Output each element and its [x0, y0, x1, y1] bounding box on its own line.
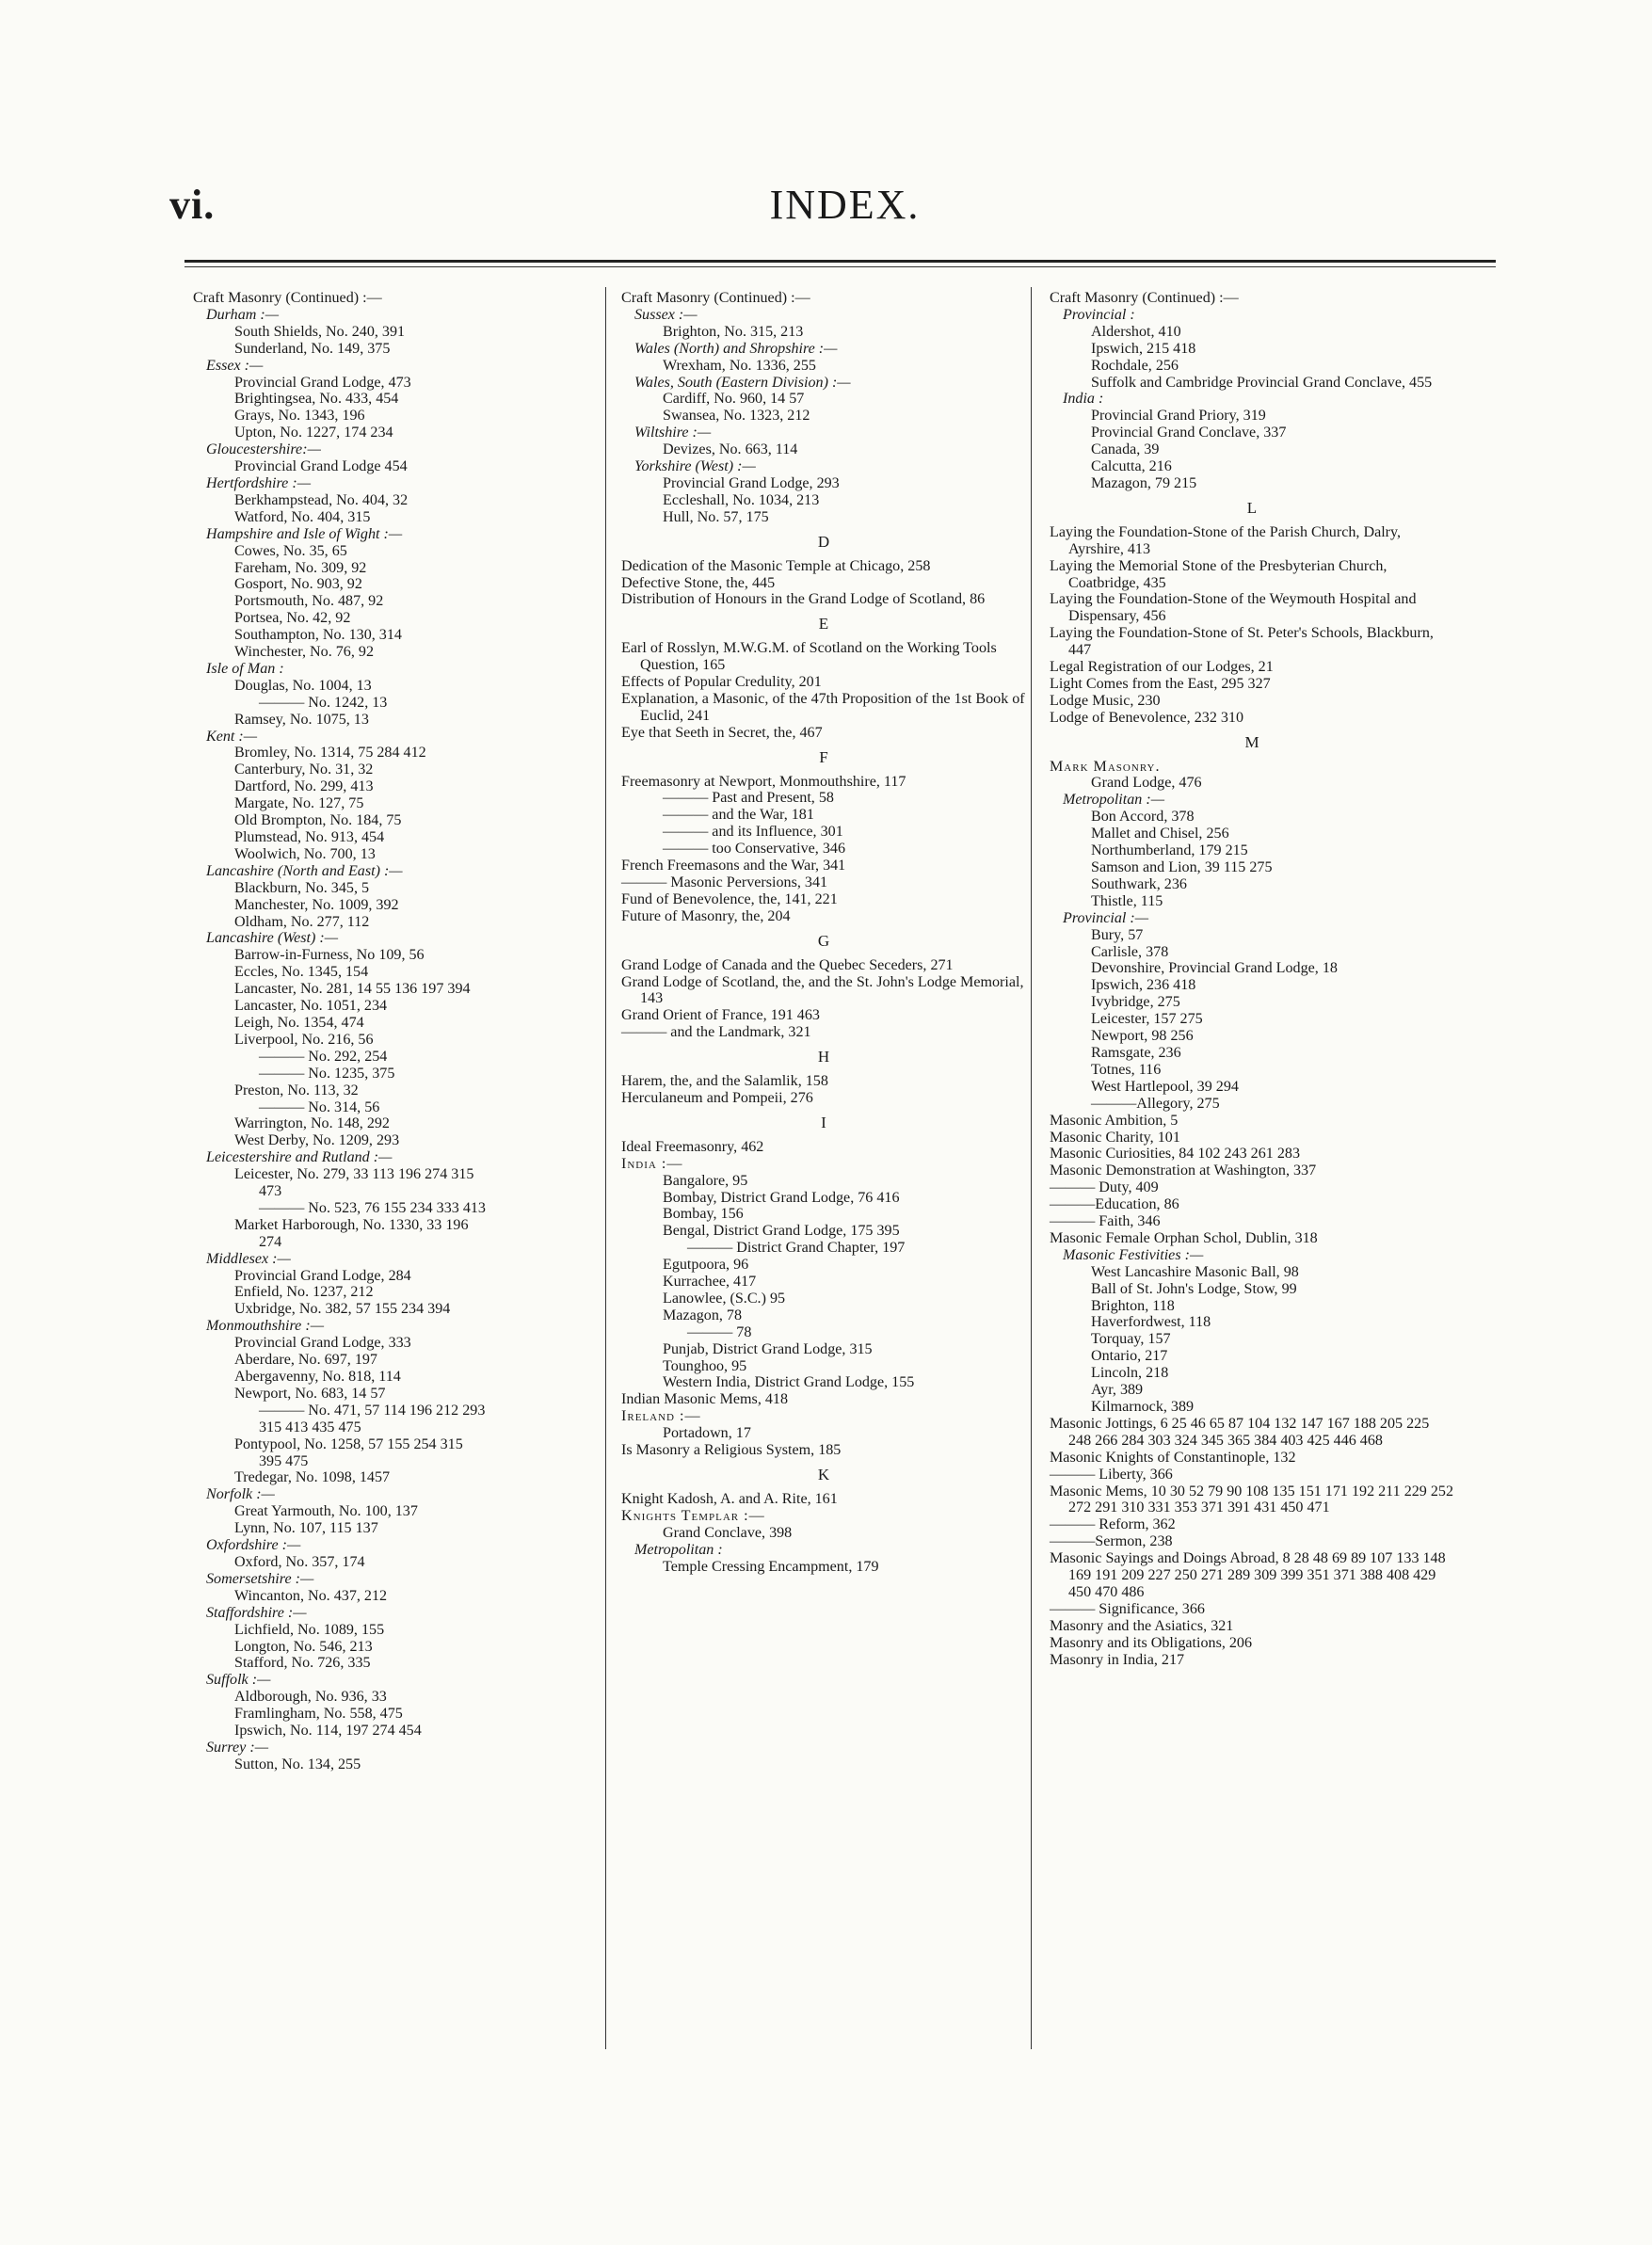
index-entry: French Freemasons and the War, 341 — [621, 858, 846, 874]
index-entry: Leigh, No. 1354, 474 — [234, 1014, 364, 1031]
index-entry: Masonic Jottings, 6 25 46 65 87 104 132 147 167 188 205 225 248 266 284 303 324 345 365 384 403 425 446 468 — [1050, 1415, 1430, 1449]
index-entry: Punjab, District Grand Lodge, 315 — [663, 1340, 873, 1357]
index-entry: Middlesex :— — [206, 1250, 291, 1267]
index-entry: Wales (North) and Shropshire :— — [634, 340, 838, 357]
index-entry: Bromley, No. 1314, 75 284 412 — [234, 745, 426, 762]
index-entry: Sunderland, No. 149, 375 — [234, 340, 391, 357]
index-entry: ——— and the War, 181 — [663, 807, 814, 824]
index-entry: Masonic Demonstration at Washington, 337 — [1050, 1163, 1317, 1179]
index-entry: Barrow-in-Furness, No 109, 56 — [234, 947, 425, 964]
index-entry: Plumstead, No. 913, 454 — [234, 829, 385, 845]
index-entry: Aldershot, 410 — [1091, 323, 1181, 340]
index-entry: Ireland :— — [621, 1408, 701, 1425]
index-entry: Fareham, No. 309, 92 — [234, 559, 367, 576]
index-entry: Longton, No. 546, 213 — [234, 1638, 373, 1655]
index-entry: Yorkshire (West) :— — [634, 458, 756, 475]
index-entry: Temple Cressing Encampment, 179 — [663, 1558, 879, 1575]
index-entry: Distribution of Honours in the Grand Lodge of Scotland, 86 — [621, 591, 986, 608]
index-entry: Devizes, No. 663, 114 — [663, 441, 798, 458]
index-entry: Craft Masonry (Continued) :— — [1050, 290, 1239, 306]
index-entry: Surrey :— — [206, 1739, 269, 1756]
index-entry: ———Allegory, 275 — [1091, 1095, 1220, 1112]
index-entry: Ayr, 389 — [1091, 1382, 1144, 1399]
index-entry: Stafford, No. 726, 335 — [234, 1655, 371, 1672]
index-entry: ——— No. 314, 56 — [259, 1098, 380, 1115]
index-entry: Bury, 57 — [1091, 926, 1144, 943]
index-entry: Ipswich, 236 418 — [1091, 977, 1196, 994]
index-entry: Somersetshire :— — [206, 1570, 314, 1587]
index-entry: Craft Masonry (Continued) :— — [621, 290, 810, 306]
index-entry: Bangalore, 95 — [663, 1172, 748, 1189]
index-entry: Masonic Mems, 10 30 52 79 90 108 135 151 171 192 211 229 252 272 291 310 331 353 371 391 431 450 471 — [1050, 1483, 1454, 1516]
index-entry: Masonic Charity, 101 — [1050, 1129, 1180, 1146]
index-entry: ——— Significance, 366 — [1050, 1600, 1205, 1617]
section-letter: G — [817, 931, 830, 950]
header-rule-thick — [184, 260, 1496, 263]
index-entry: Hampshire and Isle of Wight :— — [206, 525, 403, 542]
index-entry: Provincial : — [1063, 306, 1135, 323]
index-entry: Western India, District Grand Lodge, 155 — [663, 1374, 915, 1391]
index-entry: Provincial Grand Conclave, 337 — [1091, 425, 1287, 441]
index-entry: Masonic Knights of Constantinople, 132 — [1050, 1449, 1296, 1466]
index-entry: Ontario, 217 — [1091, 1348, 1168, 1365]
index-entry: Laying the Foundation-Stone of the Parish Church, Dalry, Ayrshire, 413 — [1050, 523, 1402, 557]
index-entry: Grand Lodge of Scotland, the, and the St. John's Lodge Memorial, 143 — [621, 973, 1024, 1007]
index-entry: Gosport, No. 903, 92 — [234, 576, 362, 593]
index-entry: Southampton, No. 130, 314 — [234, 627, 402, 644]
index-entry: Craft Masonry (Continued) :— — [193, 290, 382, 306]
index-entry: Mazagon, 78 — [663, 1307, 743, 1323]
page-title: INDEX. — [769, 182, 921, 228]
index-entry: Masonic Female Orphan Schol, Dublin, 318 — [1050, 1229, 1318, 1246]
index-entry: ——— No. 292, 254 — [259, 1048, 388, 1065]
index-entry: Swansea, No. 1323, 212 — [663, 408, 810, 425]
index-entry: Lincoln, 218 — [1091, 1365, 1169, 1382]
index-entry: Suffolk and Cambridge Provincial Grand Conclave, 455 — [1091, 374, 1433, 391]
index-entry: Mallet and Chisel, 256 — [1091, 826, 1229, 842]
index-entry: Legal Registration of our Lodges, 21 — [1050, 659, 1274, 676]
index-entry: Leicester, 157 275 — [1091, 1011, 1203, 1028]
index-entry: Grand Lodge, 476 — [1091, 775, 1202, 792]
index-entry: Is Masonry a Religious System, 185 — [621, 1442, 842, 1459]
index-entry: Lancaster, No. 1051, 234 — [234, 998, 388, 1015]
index-entry: Bombay, 156 — [663, 1206, 744, 1223]
column-rule — [1031, 287, 1032, 2049]
index-entry: Aberdare, No. 697, 197 — [234, 1352, 377, 1369]
index-entry: ——— Reform, 362 — [1050, 1516, 1176, 1533]
index-entry: Great Yarmouth, No. 100, 137 — [234, 1503, 418, 1520]
index-entry: Lichfield, No. 1089, 155 — [234, 1621, 385, 1638]
index-entry: Old Brompton, No. 184, 75 — [234, 812, 402, 829]
section-letter: D — [817, 532, 830, 551]
index-entry: Portadown, 17 — [663, 1425, 751, 1442]
index-entry: Ipswich, 215 418 — [1091, 340, 1196, 357]
index-entry: Staffordshire :— — [206, 1604, 307, 1621]
index-entry: Preston, No. 113, 32 — [234, 1082, 359, 1098]
index-entry: Harem, the, and the Salamlik, 158 — [621, 1073, 828, 1090]
index-entry: Uxbridge, No. 382, 57 155 234 394 — [234, 1301, 451, 1318]
index-entry: Brightingsea, No. 433, 454 — [234, 391, 399, 408]
index-entry: Watford, No. 404, 315 — [234, 508, 371, 525]
index-entry: Dedication of the Masonic Temple at Chicago, 258 — [621, 557, 931, 574]
index-entry: Provincial Grand Lodge 454 — [234, 458, 408, 475]
index-entry: Herculaneum and Pompeii, 276 — [621, 1089, 813, 1106]
index-entry: Rochdale, 256 — [1091, 357, 1179, 374]
index-entry: ——— No. 1242, 13 — [259, 694, 388, 711]
index-entry: Oxford, No. 357, 174 — [234, 1553, 365, 1570]
index-entry: 395 475 — [259, 1452, 309, 1469]
index-entry: West Lancashire Masonic Ball, 98 — [1091, 1263, 1299, 1280]
index-entry: Oxfordshire :— — [206, 1537, 301, 1554]
index-entry: Dartford, No. 299, 413 — [234, 778, 374, 795]
index-entry: Devonshire, Provincial Grand Lodge, 18 — [1091, 960, 1338, 977]
index-entry: Pontypool, No. 1258, 57 155 254 315 — [234, 1435, 463, 1452]
index-entry: Hertfordshire :— — [206, 474, 312, 491]
index-entry: Bombay, District Grand Lodge, 76 416 — [663, 1189, 900, 1206]
index-entry: Margate, No. 127, 75 — [234, 795, 364, 812]
index-entry: ——— and the Landmark, 321 — [621, 1024, 811, 1041]
index-column-1 — [193, 290, 598, 1773]
index-entry: Cardiff, No. 960, 14 57 — [663, 391, 805, 408]
index-entry: Provincial Grand Lodge, 333 — [234, 1335, 411, 1352]
index-entry: Bengal, District Grand Lodge, 175 395 — [663, 1223, 900, 1240]
index-entry: Brighton, No. 315, 213 — [663, 323, 804, 340]
index-entry: Grays, No. 1343, 196 — [234, 408, 365, 425]
index-entry: Kent :— — [206, 728, 258, 745]
index-entry: Lodge of Benevolence, 232 310 — [1050, 709, 1244, 726]
index-entry: Sussex :— — [634, 306, 698, 323]
index-entry: Suffolk :— — [206, 1672, 271, 1689]
index-entry: Laying the Foundation-Stone of St. Peter's Schools, Blackburn, 447 — [1050, 625, 1434, 659]
index-entry: Masonic Ambition, 5 — [1050, 1112, 1179, 1129]
index-entry: Haverfordwest, 118 — [1091, 1314, 1211, 1331]
index-entry: ——— No. 471, 57 114 196 212 293 — [259, 1402, 486, 1419]
index-entry: Totnes, 116 — [1091, 1061, 1162, 1078]
index-entry: Lodge Music, 230 — [1050, 692, 1161, 709]
index-entry: Masonic Curiosities, 84 102 243 261 283 — [1050, 1146, 1300, 1163]
index-entry: Provincial Grand Lodge, 293 — [663, 474, 840, 491]
index-entry: Monmouthshire :— — [206, 1318, 325, 1335]
index-entry: 473 — [259, 1183, 282, 1200]
index-entry: Kurrachee, 417 — [663, 1274, 757, 1291]
index-entry: Metropolitan :— — [1063, 792, 1165, 809]
index-entry: Tounghoo, 95 — [663, 1357, 747, 1374]
index-entry: Future of Masonry, the, 204 — [621, 907, 791, 924]
index-entry: Oldham, No. 277, 112 — [234, 913, 370, 930]
index-entry: ——— Liberty, 366 — [1050, 1466, 1173, 1483]
index-column-2 — [621, 290, 1026, 1575]
index-entry: ——— Faith, 346 — [1050, 1213, 1161, 1230]
section-letter: L — [1246, 498, 1258, 517]
index-entry: Woolwich, No. 700, 13 — [234, 845, 376, 862]
index-entry: Light Comes from the East, 295 327 — [1050, 675, 1271, 692]
index-entry: ——— No. 523, 76 155 234 333 413 — [259, 1199, 486, 1216]
index-entry: West Hartlepool, 39 294 — [1091, 1078, 1239, 1095]
index-entry: Masonic Festivities :— — [1063, 1246, 1204, 1263]
index-entry: Enfield, No. 1237, 212 — [234, 1284, 374, 1301]
index-entry: Abergavenny, No. 818, 114 — [234, 1369, 401, 1385]
index-entry: Knight Kadosh, A. and A. Rite, 161 — [621, 1490, 838, 1507]
index-entry: ———Education, 86 — [1050, 1196, 1179, 1213]
index-entry: Earl of Rosslyn, M.W.G.M. of Scotland on the Working Tools Question, 165 — [621, 640, 997, 674]
index-entry: 274 — [259, 1233, 282, 1250]
index-entry: Provincial :— — [1063, 909, 1149, 926]
index-entry: ——— Duty, 409 — [1050, 1179, 1159, 1196]
index-entry: ——— Masonic Perversions, 341 — [621, 874, 828, 890]
index-entry: Masonic Sayings and Doings Abroad, 8 28 48 69 89 107 133 148 169 191 209 227 250 271 289 309 399 351 371 388 408 429 450 470 486 — [1050, 1550, 1446, 1600]
index-entry: Ball of St. John's Lodge, Stow, 99 — [1091, 1280, 1297, 1297]
index-entry: Lanowlee, (S.C.) 95 — [663, 1290, 786, 1307]
index-entry: Kilmarnock, 389 — [1091, 1399, 1195, 1415]
index-entry: Wales, South (Eastern Division) :— — [634, 374, 851, 391]
index-entry: Portsmouth, No. 487, 92 — [234, 593, 384, 610]
index-entry: Provincial Grand Lodge, 473 — [234, 374, 411, 391]
index-entry: Leicestershire and Rutland :— — [206, 1149, 393, 1166]
index-entry: ———Sermon, 238 — [1050, 1533, 1173, 1550]
index-entry: ——— and its Influence, 301 — [663, 824, 843, 841]
index-entry: South Shields, No. 240, 391 — [234, 323, 406, 340]
index-entry: Liverpool, No. 216, 56 — [234, 1031, 374, 1048]
index-entry: Upton, No. 1227, 174 234 — [234, 425, 393, 441]
index-entry: Essex :— — [206, 357, 264, 374]
index-entry: Samson and Lion, 39 115 275 — [1091, 859, 1273, 875]
index-entry: Egutpoora, 96 — [663, 1257, 749, 1274]
index-entry: Lynn, No. 107, 115 137 — [234, 1520, 378, 1537]
index-entry: Provincial Grand Priory, 319 — [1091, 408, 1266, 425]
index-entry: Brighton, 118 — [1091, 1297, 1175, 1314]
index-column-3 — [1050, 290, 1454, 1669]
index-entry: Cowes, No. 35, 65 — [234, 542, 347, 559]
index-entry: Grand Lodge of Canada and the Quebec Seceders, 271 — [621, 956, 954, 973]
index-entry: Douglas, No. 1004, 13 — [234, 677, 372, 694]
index-entry: Market Harborough, No. 1330, 33 196 — [234, 1216, 469, 1233]
index-entry: Leicester, No. 279, 33 113 196 274 315 — [234, 1166, 474, 1183]
index-entry: Eye that Seeth in Secret, the, 467 — [621, 724, 823, 741]
section-letter: I — [821, 1113, 826, 1131]
index-entry: Masonry in India, 217 — [1050, 1651, 1185, 1668]
index-entry: Thistle, 115 — [1091, 892, 1163, 909]
index-entry: Laying the Memorial Stone of the Presbyterian Church, Coatbridge, 435 — [1050, 557, 1387, 591]
index-entry: Grand Orient of France, 191 463 — [621, 1007, 820, 1024]
index-entry: Framlingham, No. 558, 475 — [234, 1706, 403, 1723]
index-entry: ——— District Grand Chapter, 197 — [687, 1240, 906, 1257]
index-entry: Lancaster, No. 281, 14 55 136 197 394 — [234, 981, 471, 998]
index-entry: Newport, No. 683, 14 57 — [234, 1385, 386, 1402]
index-entry: Fund of Benevolence, the, 141, 221 — [621, 890, 838, 907]
index-entry: West Derby, No. 1209, 293 — [234, 1132, 400, 1149]
index-entry: ——— No. 1235, 375 — [259, 1065, 395, 1082]
index-entry: Indian Masonic Mems, 418 — [621, 1391, 789, 1408]
index-entry: Winchester, No. 76, 92 — [234, 644, 374, 661]
index-entry: Eccles, No. 1345, 154 — [234, 964, 369, 981]
column-rule — [605, 287, 606, 2049]
index-entry: Tredegar, No. 1098, 1457 — [234, 1469, 391, 1486]
header-rule-thin — [184, 266, 1496, 267]
index-entry: Canada, 39 — [1091, 441, 1160, 458]
index-entry: Aldborough, No. 936, 33 — [234, 1689, 387, 1706]
index-entry: ——— 78 — [687, 1323, 752, 1340]
index-entry: Newport, 98 256 — [1091, 1028, 1194, 1045]
section-letter: F — [819, 747, 828, 766]
index-entry: Defective Stone, the, 445 — [621, 574, 776, 591]
index-entry: Eccleshall, No. 1034, 213 — [663, 491, 820, 508]
index-entry: Bon Accord, 378 — [1091, 809, 1195, 826]
index-entry: Northumberland, 179 215 — [1091, 842, 1248, 859]
index-entry: ——— Past and Present, 58 — [663, 790, 834, 807]
index-entry: Effects of Popular Credulity, 201 — [621, 674, 822, 691]
index-entry: 315 413 435 475 — [259, 1419, 361, 1435]
index-entry: Ramsgate, 236 — [1091, 1044, 1181, 1061]
index-entry: Lancashire (West) :— — [206, 930, 339, 947]
index-entry: Canterbury, No. 31, 32 — [234, 762, 374, 778]
index-entry: Mazagon, 79 215 — [1091, 474, 1197, 491]
index-entry: Berkhampstead, No. 404, 32 — [234, 491, 409, 508]
index-entry: Ivybridge, 275 — [1091, 994, 1180, 1011]
index-entry: Wiltshire :— — [634, 425, 712, 441]
index-entry: Knights Templar :— — [621, 1507, 765, 1524]
index-entry: Warrington, No. 148, 292 — [234, 1115, 390, 1132]
section-letter: K — [817, 1466, 830, 1483]
index-entry: Portsea, No. 42, 92 — [234, 610, 351, 627]
index-entry: Lancashire (North and East) :— — [206, 862, 403, 879]
index-entry: Wrexham, No. 1336, 255 — [663, 357, 816, 374]
section-letter: H — [817, 1048, 830, 1066]
index-entry: India :— — [621, 1155, 683, 1172]
index-entry: Masonry and its Obligations, 206 — [1050, 1634, 1253, 1651]
index-entry: Blackburn, No. 345, 5 — [234, 879, 370, 896]
section-letter: M — [1244, 732, 1259, 751]
index-entry: Calcutta, 216 — [1091, 458, 1172, 475]
section-letter: E — [818, 615, 829, 633]
index-entry: Laying the Foundation-Stone of the Weymouth Hospital and Dispensary, 456 — [1050, 591, 1417, 625]
index-entry: ——— too Conservative, 346 — [663, 841, 845, 858]
index-entry: Freemasonry at Newport, Monmouthshire, 117 — [621, 773, 906, 790]
index-entry: Norfolk :— — [206, 1486, 275, 1503]
index-entry: Isle of Man : — [206, 660, 284, 677]
index-entry: Explanation, a Masonic, of the 47th Proposition of the 1st Book of Euclid, 241 — [621, 690, 1025, 724]
index-entry: Manchester, No. 1009, 392 — [234, 896, 399, 913]
index-entry: India : — [1063, 391, 1104, 408]
index-entry: Ipswich, No. 114, 197 274 454 — [234, 1723, 422, 1740]
index-entry: Sutton, No. 134, 255 — [234, 1756, 361, 1772]
index-entry: Ideal Freemasonry, 462 — [621, 1138, 764, 1155]
index-entry: Metropolitan : — [634, 1541, 723, 1558]
index-entry: Mark Masonry. — [1050, 758, 1161, 775]
index-entry: Ramsey, No. 1075, 13 — [234, 711, 369, 728]
index-entry: Masonry and the Asiatics, 321 — [1050, 1617, 1234, 1634]
index-entry: Grand Conclave, 398 — [663, 1524, 793, 1541]
index-entry: Wincanton, No. 437, 212 — [234, 1587, 388, 1604]
index-entry: Carlisle, 378 — [1091, 943, 1169, 960]
index-entry: Durham :— — [206, 306, 280, 323]
index-entry: Provincial Grand Lodge, 284 — [234, 1267, 411, 1284]
index-entry: Hull, No. 57, 175 — [663, 508, 769, 525]
page-number: vi. — [169, 182, 216, 228]
index-entry: Southwark, 236 — [1091, 875, 1187, 892]
index-entry: Gloucestershire:— — [206, 441, 321, 458]
index-entry: Torquay, 157 — [1091, 1331, 1171, 1348]
